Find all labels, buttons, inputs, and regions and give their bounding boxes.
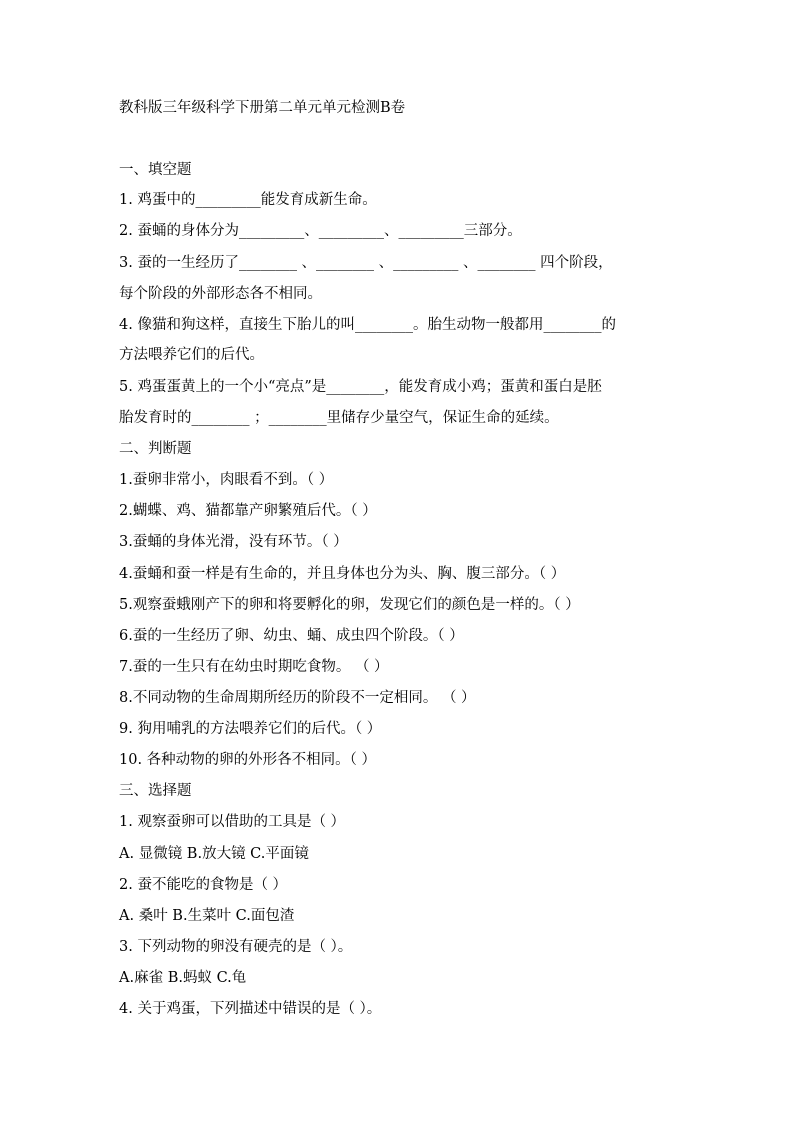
- true-false-question: 8.不同动物的生命周期所经历的阶段不一定相同。 （ ）: [119, 690, 476, 706]
- choice-question: 3. 下列动物的卵没有硬壳的是（ ）。: [119, 939, 353, 955]
- fill-blank-line: 每个阶段的外部形态各不相同。: [119, 286, 322, 302]
- fill-blank-line: 5. 鸡蛋蛋黄上的一个小“亮点”是________，能发育成小鸡；蛋黄和蛋白是胚: [119, 379, 602, 395]
- choice-question: 4. 关于鸡蛋，下列描述中错误的是（ ）。: [119, 1001, 382, 1017]
- true-false-question: 4.蚕蛹和蚕一样是有生命的，并且身体也分为头、胸、腹三部分。（ ）: [119, 566, 566, 582]
- fill-blank-line: 4. 像猫和狗这样，直接生下胎儿的叫________。胎生动物一般都用________的: [119, 317, 616, 333]
- section-heading-true-false: 二、判断题: [119, 441, 192, 457]
- true-false-question: 2.蝴蝶、鸡、猫都靠产卵繁殖后代。（ ）: [119, 503, 377, 519]
- choice-options: A. 显微镜 B.放大镜 C.平面镜: [119, 846, 309, 862]
- true-false-question: 5.观察蚕蛾刚产下的卵和将要孵化的卵，发现它们的颜色是一样的。（ ）: [119, 597, 580, 613]
- fill-blank-line: 胎发育时的________ ；________里储存少量空气，保证生命的延续。: [119, 410, 559, 426]
- choice-options: A. 桑叶 B.生菜叶 C.面包渣: [119, 908, 295, 924]
- fill-blank-line: 2. 蚕蛹的身体分为_________、_________、_________三部分。: [119, 223, 522, 239]
- true-false-question: 10. 各种动物的卵的外形各不相同。（ ）: [119, 752, 377, 768]
- fill-blank-line: 3. 蚕的一生经历了________ 、________ 、_________ 、________ 四个阶段，: [119, 255, 613, 271]
- section-heading-fill-blank: 一、填空题: [119, 162, 192, 178]
- true-false-question: 1.蚕卵非常小，肉眼看不到。（ ）: [119, 472, 334, 488]
- choice-question: 1. 观察蚕卵可以借助的工具是（ ）: [119, 814, 346, 830]
- true-false-question: 9. 狗用哺乳的方法喂养它们的后代。（ ）: [119, 721, 382, 737]
- true-false-question: 7.蚕的一生只有在幼虫时期吃食物。 （ ）: [119, 659, 389, 675]
- true-false-question: 3.蚕蛹的身体光滑，没有环节。（ ）: [119, 534, 348, 550]
- section-heading-multiple-choice: 三、选择题: [119, 783, 192, 799]
- fill-blank-line: 方法喂养它们的后代。: [119, 347, 264, 363]
- document-title: 教科版三年级科学下册第二单元单元检测B卷: [119, 100, 406, 116]
- choice-options: A.麻雀 B.蚂蚁 C.龟: [119, 970, 247, 986]
- true-false-question: 6.蚕的一生经历了卵、幼虫、蛹、成虫四个阶段。（ ）: [119, 628, 464, 644]
- fill-blank-line: 1. 鸡蛋中的_________能发育成新生命。: [119, 192, 377, 208]
- choice-question: 2. 蚕不能吃的食物是（ ）: [119, 877, 288, 893]
